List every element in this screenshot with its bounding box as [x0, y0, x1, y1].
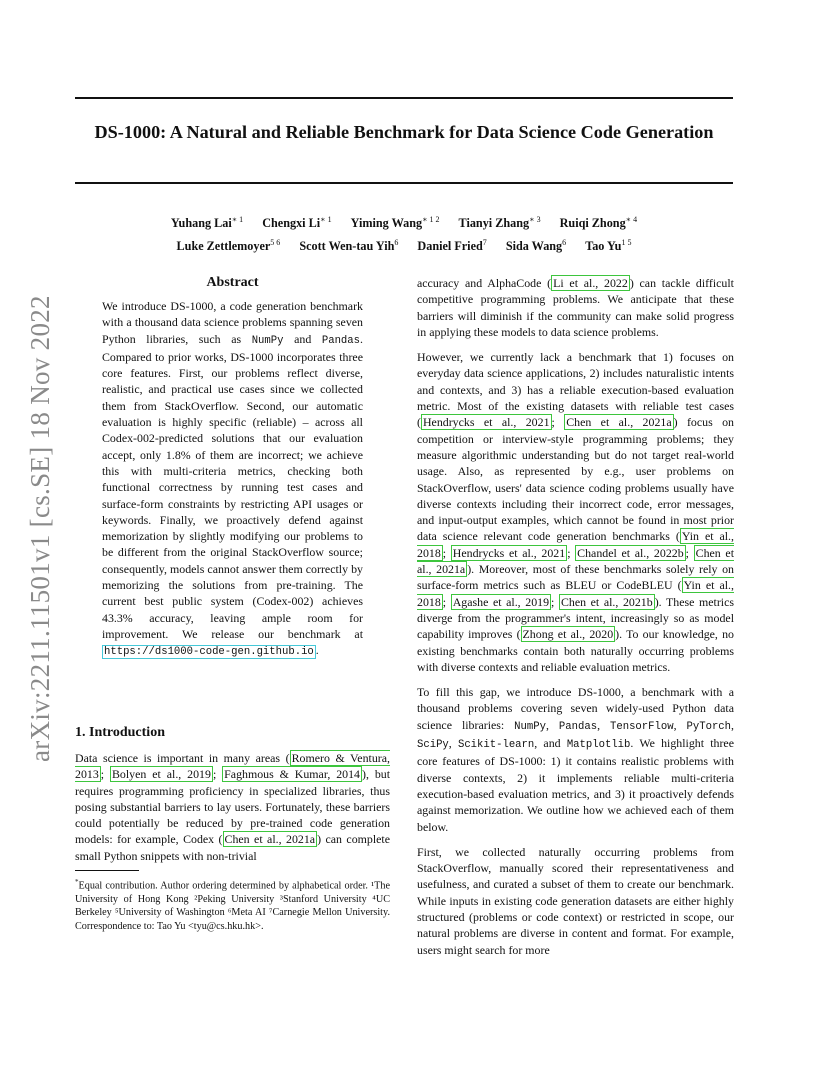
footnote-rule	[75, 870, 139, 871]
citation-link[interactable]: Agashe et al., 2019	[452, 594, 550, 609]
code-token: PyTorch	[686, 720, 732, 733]
paragraph: First, we collected naturally occurring problems from StackOverflow, manually scored their representativeness and usefulness, and curated a subset of them to create our benchmark. While inputs in existing code generation datasets are either highly structured (problems or code context) or restricted in scope, our natural problems are diverse in content and format. For example, users might search for more	[417, 844, 734, 957]
title-rule-top	[75, 97, 733, 99]
citation-link[interactable]: Chen et al., 2021a	[566, 415, 672, 430]
author: Tao $Yu^{1 5}$	[585, 238, 632, 254]
right-column	[417, 275, 734, 958]
arxiv-identifier-stamp: arXiv:2211.11501v1 [cs.SE] 18 Nov 2022	[25, 295, 55, 762]
code-token: Pandas	[321, 334, 361, 347]
author: Yuhang Lai$^{∗ 1}$	[170, 215, 244, 231]
author: Chengxi $Li^{∗ 1}$	[262, 215, 332, 231]
title-rule-bottom	[75, 182, 733, 184]
paper-title: DS-1000: A Natural and Reliable Benchmark for Data Science Code Generation	[94, 122, 714, 142]
citation-link[interactable]: Bolyen et al., 2019	[112, 767, 211, 782]
citation-link[interactable]: Faghmous & Kumar, 2014	[224, 767, 360, 782]
code-token: SciPy	[417, 739, 449, 752]
citation-link[interactable]: Li et al., 2022	[553, 276, 628, 290]
author-list	[75, 210, 733, 256]
section-heading-introduction: 1. Introduction	[75, 725, 165, 740]
author: Tianyi Zhang$^{∗ 3}$	[458, 215, 541, 231]
citation-link[interactable]: Chen et al., 2021a	[224, 832, 316, 847]
abstract-body: We introduce DS-1000, a code generation benchmark with a thousand data science problems spanning seven Python libraries, such as NumPy and Pandas. Compared to prior works, DS-1000 incorporates three core features. First, our problems reflect diverse, realistic, and practical use cases since we collected them from StackOverflow. Second, our automatic evaluation is highly specific (reliable) – across all Codex-002-predicted solutions that our evaluation accept, only 1.8% of them are incorrect; we achieve this with multi-criteria metrics, checking both functional correctness by running test cases and surface-form constraints by restricting API usages or keywords. Finally, we proactively defend against memorization by slightly modifying our problems to be different from the original StackOverflow source; consequently, models cannot answer them correctly by memorizing the solutions from pre-training. The current best public system (Codex-002) achieves 43.3% accuracy, leaving ample room for improvement. We release our benchmark at https://ds1000-code-gen.github.io .	[102, 299, 363, 659]
author: Sida Wang$^6$	[505, 238, 567, 254]
abstract-heading: Abstract	[206, 275, 259, 290]
citation-link[interactable]: Chen et al., 2021b	[560, 594, 653, 609]
benchmark-url-link[interactable]: https://ds1000-code-gen.github.io	[104, 646, 314, 659]
citation-link[interactable]: Yin et al., 2018	[417, 529, 734, 560]
code-token: TensorFlow	[610, 720, 674, 733]
citation-link[interactable]: Romero & Ventura, 2013	[75, 751, 390, 782]
citation-link[interactable]: Yin et al., 2018	[417, 578, 735, 609]
code-token: Pandas	[558, 720, 598, 733]
citation-link[interactable]: Hendrycks et al., 2021	[452, 545, 566, 560]
author: Daniel Fried$^7$	[417, 238, 487, 254]
code-token: NumPy	[251, 334, 284, 347]
code-token: NumPy	[514, 720, 546, 733]
code-token: Matplotlib	[566, 739, 631, 752]
citation-link[interactable]: Chen et al., 2021a	[417, 545, 734, 577]
left-column	[75, 273, 390, 661]
code-token: Scikit-learn	[457, 739, 535, 752]
author: Yiming Wang$^{∗ 1 2}$	[350, 215, 440, 231]
author: Ruiqi Zhong$^{∗ 4}$	[559, 215, 638, 231]
citation-link[interactable]: Hendrycks et al., 2021	[422, 415, 550, 430]
paragraph: To fill this gap, we introduce DS-1000, a benchmark with a thousand problems covering seven widely-used Python data science libraries: NumPy, Pandas, TensorFlow, PyTorch, SciPy, Scikit-learn, and Matplotlib. We highlight three core features of DS-1000: 1) it contains realistic problems with diverse contexts, 2) it implements reliable multi-criteria execution-based evaluation metrics, and 3) it proactively defends against memorization. We outline how we achieved each of them below.	[417, 685, 735, 834]
author: Scott Wen-tau Yih$^6$	[299, 238, 399, 254]
paragraph: However, we currently lack a benchmark that 1) focuses on everyday data science applications, 2) includes naturalistic intents and contexts, and 3) has a reliable execution-based evaluation metric. Most of the existing datasets with reliable test cases ( Hendrycks et al., 2021 ; Chen et al., 2021a ) focus on competition or interview-style programming problems; they measure algorithmic understanding but do not target real-world usage. Also, as represented by e.g., user problems on StackOverflow, users' data science coding problems usually have diverse contexts including their incorrect code, error messages, and input-output examples, which cannot be found in most prior data science relevant code generation benchmarks ( Yin et al., 2018 ; Hendrycks et al., 2021 ; Chandel et al., 2022b ; Chen et al., 2021a ). Moreover, most of these benchmarks solely rely on surface-form metrics such as BLEU or CodeBLEU ( Yin et al., 2018 ; Agashe et al., 2019 ; Chen et al., 2021b ). These metrics diverge from the programmer's intent, increasingly so as model capability improves ( Zhong et al., 2020 ). To our knowledge, no existing benchmarks contain both naturally occurring problems with diverse contexts and reliable evaluation metrics.	[417, 350, 735, 674]
footnote: *Equal contribution. Author ordering determined by alphabetical order. ¹The University of Hong Kong ²Peking University ³Stanford University ⁴UC Berkeley ⁵University of Washington ⁶Meta AI ⁷Carnegie Mellon University. Correspondence to: Tao Yu <tyu@cs.hku.hk>.	[75, 878, 390, 932]
author: Luke Zettlemoyer$^{5 6}$	[176, 238, 281, 254]
citation-link[interactable]: Zhong et al., 2020	[522, 627, 614, 642]
paragraph: accuracy and AlphaCode ( Li et al., 2022 ) can tackle difficult competitive programming problems. We anticipate that these barriers will diminish if the community can make solid progress in applying these models to data science problems.	[417, 276, 734, 339]
citation-link[interactable]: Chandel et al., 2022b	[577, 545, 684, 560]
introduction-body: Data science is important in many areas ( Romero & Ventura, 2013 ; Bolyen et al., 2019 ; Faghmous & Kumar, 2014 ), but requires programming proficiency in specialized libraries, thus posing substantial barriers to lay users. Fortunately, these barriers could potentially be reduced by pre-trained code generation models: for example, Codex ( Chen et al., 2021a ) can complete small Python snippets with non-trivial	[75, 751, 391, 863]
